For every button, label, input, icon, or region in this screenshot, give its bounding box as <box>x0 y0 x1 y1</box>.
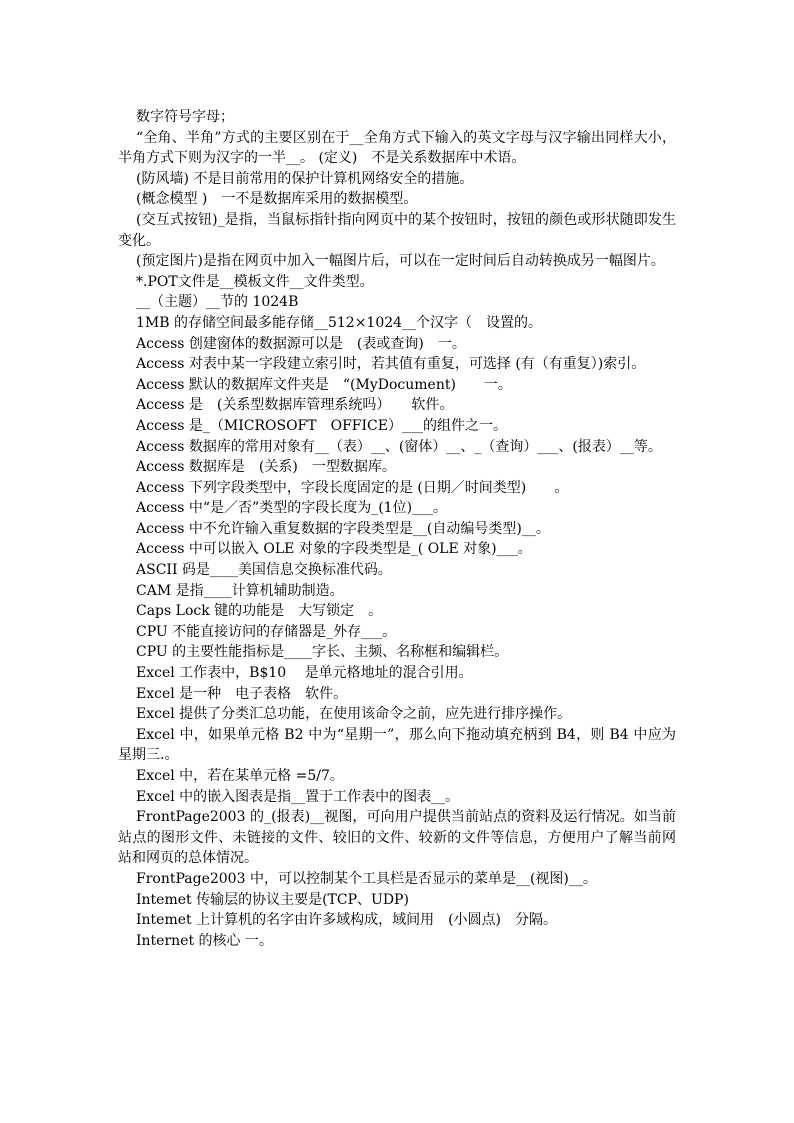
paragraph: Intemet 传输层的协议主要是(TCP、UDP) <box>136 891 409 908</box>
paragraph: FrontPage2003 中，可以控制某个工具栏是否显示的菜单是__(视图)__。 <box>136 870 597 887</box>
paragraph: Access 中不允许输入重复数据的字段类型是__(自动编号类型)__。 <box>136 520 550 537</box>
document-page <box>118 107 695 951</box>
paragraph: Access 对表中某一字段建立索引时，若其值有重复，可选择 (有（有重复）)索引。 <box>136 356 646 373</box>
paragraph: (预定图片)是指在网页中加入一幅图片后，可以在一定时间后自动转换成另一幅图片。 <box>136 253 665 270</box>
paragraph: ASCII 码是____美国信息交换标准代码。 <box>136 562 392 579</box>
paragraph: Access 是_（MICROSOFT OFFICE）___的组件之一。 <box>136 417 507 434</box>
paragraph: Excel 提供了分类汇总功能，在使用该命令之前，应先进行排序操作。 <box>136 706 572 723</box>
paragraph: CPU 的主要性能指标是____字长、主频、名称框和编辑栏。 <box>136 644 509 661</box>
paragraph: __（主题）__节的 1024B <box>136 294 299 311</box>
paragraph: CPU 不能直接访问的存储器是_外存___。 <box>136 623 397 640</box>
paragraph: Excel 是一种 电子表格 软件。 <box>136 685 348 702</box>
paragraph: (防风墙) 不是目前常用的保护计算机网络安全的措施。 <box>136 170 474 187</box>
paragraph: Access 下列字段类型中，字段长度固定的是 (日期／时间类型) 。 <box>136 479 569 496</box>
paragraph: Caps Lock 键的功能是 大写锁定 。 <box>136 603 383 620</box>
paragraph: Access 数据库的常用对象有__（表）__、(窗体）__、_（查询）___、(报表）__等。 <box>136 438 662 455</box>
paragraph: Access 默认的数据库文件夹是 “(MyDocument) 一。 <box>136 376 512 393</box>
paragraph: Excel 中的嵌入图表是指__置于工作表中的图表__。 <box>136 788 460 805</box>
paragraph: Excel 中，若在某单元格 =5/7。 <box>136 768 344 784</box>
paragraph: Intemet 上计算机的名字由许多域构成，域间用 (小圆点) 分隔。 <box>136 912 558 929</box>
paragraph: “全角、半角”方式的主要区别在于__全角方式下输入的英文字母与汉字输出同样大小，半角方式下则为汉字的一半__。 (定义) 不是关系数据库中术语。 <box>118 129 676 167</box>
paragraph: Internet 的核心 一。 <box>136 932 273 949</box>
paragraph: 数字符号字母； <box>136 109 234 125</box>
paragraph: Access 中可以嵌入 OLE 对象的字段类型是_( OLE 对象)___。 <box>136 541 532 558</box>
paragraph: Excel 工作表中，B$10 是单元格地址的混合引用。 <box>136 665 473 682</box>
paragraph: Access 是 (关系型数据库管理系统吗） 软件。 <box>136 397 454 414</box>
paragraph: Access 数据库是 (关系) 一型数据库。 <box>136 459 396 476</box>
paragraph: (交互式按钮)_是指，当鼠标指针指向网页中的某个按钮时，按钮的颜色或形状随即发生变化。 <box>118 211 676 249</box>
paragraph: *.POT文件是__模板文件__文件类型。 <box>136 273 374 290</box>
paragraph: Excel 中，如果单元格 B2 中为“星期一”，那么向下拖动填充柄到 B4，则 B4 中应为 星期三.。 <box>118 726 695 764</box>
paragraph: CAM 是指____计算机辅助制造。 <box>136 582 344 599</box>
paragraph: FrontPage2003 的_(报表)__视图，可向用户提供当前站点的资料及运行情况。如当前站点的图形文件、未链接的文件、较旧的文件、较新的文件等信息，方便用户了解当前网站和网页的总体情况。 <box>118 809 676 867</box>
paragraph: Access 中“是／否”类型的字段长度为_(1位)___。 <box>136 500 448 517</box>
paragraph: Access 创建窗体的数据源可以是 (表或查询) 一。 <box>136 335 466 352</box>
paragraph: (概念模型 ) 一不是数据库采用的数据模型。 <box>136 191 418 208</box>
paragraph: 1MB 的存储空间最多能存储__512×1024__个汉字（ 设置的。 <box>136 314 543 331</box>
